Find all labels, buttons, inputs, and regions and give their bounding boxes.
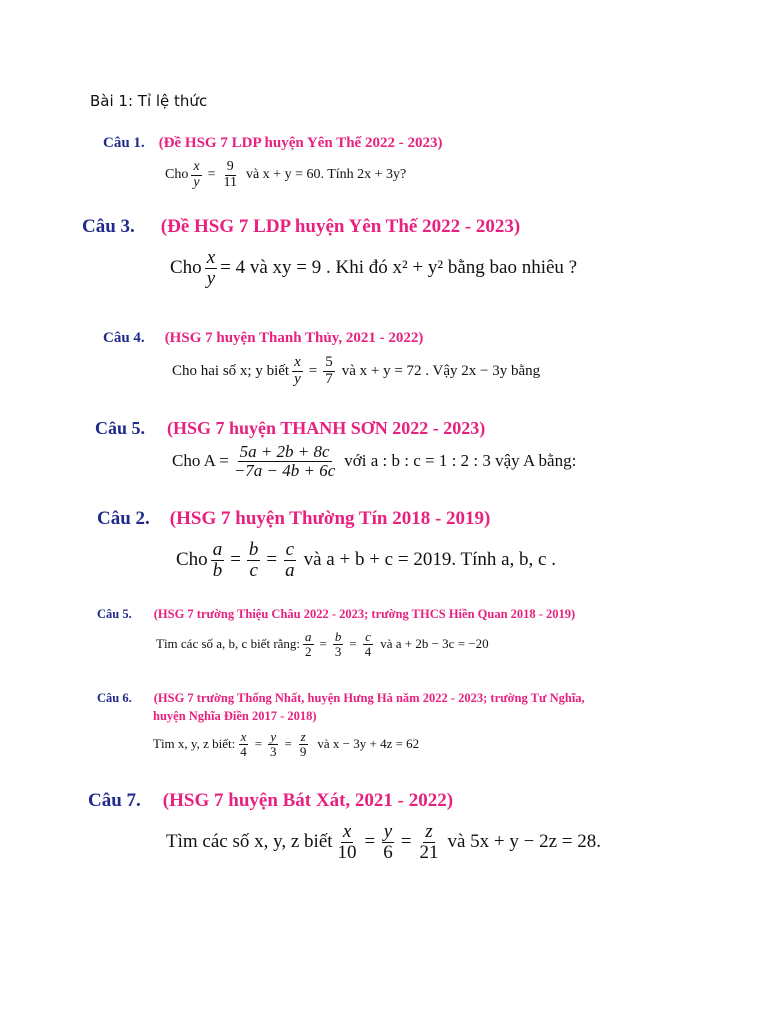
question-2-header: Câu 3. (Đề HSG 7 LDP huyện Yên Thế 2022 - 2023): [82, 216, 521, 237]
question-1-body: Cho $\frac{x}{y}$ = $\frac{9}{11}$ và x + y = 60. Tính 2x + 3y?: [165, 159, 407, 190]
question-8-header: Câu 7. (HSG 7 huyện Bát Xát, 2021 - 2022): [88, 790, 454, 811]
question-5-header: Câu 2. (HSG 7 huyện Thường Tín 2018 - 2019): [97, 508, 491, 529]
question-7-header-cont: huyện Nghĩa Điền 2017 - 2018): [153, 709, 317, 723]
fraction: $\frac{a}{2}$: [305, 629, 312, 659]
question-7-header: Câu 6. (HSG 7 trường Thống Nhất, huyện Hưng Hà năm 2022 - 2023; trường Tư Nghĩa,: [97, 691, 585, 705]
question-5-body: Cho $\frac{a}{b}$ = $\frac{b}{c}$ = $\frac{c}{a}$ và a + b + c = 2019. Tính a, b, c .: [176, 539, 556, 581]
fraction: $\frac{y}{3}$: [270, 729, 277, 759]
question-7-body: Tìm x, y, z biết: $\frac{x}{4}$ = $\frac{y}{3}$ = $\frac{z}{9}$ và x − 3y + 4z = 62: [153, 729, 420, 759]
question-1-header: [103, 135, 442, 152]
question-4-header: Câu 5. (HSG 7 huyện THANH SƠN 2022 - 2023): [95, 418, 486, 438]
fraction: $\frac{5a + 2b + 8c}{-7a - 4b + 6c}$: [233, 442, 336, 480]
fraction: $\frac{x}{y}$: [206, 247, 216, 289]
fraction: $\frac{x}{4}$: [240, 729, 247, 759]
fraction: $\frac{x}{y}$: [294, 354, 301, 387]
question-label: Câu 1.: [103, 135, 145, 151]
fraction: $\frac{a}{b}$: [212, 539, 223, 581]
fraction: $\frac{b}{c}$: [248, 539, 259, 581]
question-3-header: Câu 4. (HSG 7 huyện Thanh Thủy, 2021 - 2022): [103, 330, 424, 346]
fraction: $\frac{x}{10}$: [337, 821, 357, 863]
question-source: (Đề HSG 7 LDP huyện Yên Thế 2022 - 2023): [158, 135, 443, 151]
question-3-body: Cho hai số x; y biết $\frac{x}{y}$ = $\frac{5}{7}$ và x + y = 72 . Vậy 2x − 3y bằng: [172, 354, 541, 387]
fraction: $\frac{x}{y}$: [193, 159, 200, 190]
fraction: $\frac{c}{a}$: [285, 539, 295, 581]
question-4-body: Cho A = $\frac{5a + 2b + 8c}{-7a - 4b + 6c}$ với a : b : c = 1 : 2 : 3 vậy A bằng:: [172, 442, 577, 480]
fraction: $\frac{5}{7}$: [325, 354, 333, 387]
fraction: $\frac{z}{9}$: [299, 729, 307, 759]
fraction: $\frac{b}{3}$: [334, 629, 342, 659]
fraction: $\frac{y}{6}$: [383, 821, 393, 863]
question-6-header: Câu 5. (HSG 7 trường Thiệu Châu 2022 - 2023; trường THCS Hiền Quan 2018 - 2019): [97, 607, 576, 621]
fraction: $\frac{c}{4}$: [364, 629, 372, 659]
question-6-body: Tìm các số a, b, c biết rằng: $\frac{a}{2}$ = $\frac{b}{3}$ = $\frac{c}{4}$ và a + 2b − 3c = −20: [156, 629, 489, 659]
page-title: Bài 1: Tỉ lệ thức: [90, 92, 208, 110]
fraction: $\frac{z}{21}$: [419, 821, 439, 863]
fraction: $\frac{9}{11}$: [223, 159, 237, 190]
question-8-body: Tìm các số x, y, z biết $\frac{x}{10}$ = $\frac{y}{6}$ = $\frac{z}{21}$ và 5x + y − 2z = 28.: [166, 821, 601, 863]
question-2-body: Cho $\frac{x}{y}$ = 4 và xy = 9 . Khi đó x² + y² bằng bao nhiêu ?: [170, 247, 578, 289]
